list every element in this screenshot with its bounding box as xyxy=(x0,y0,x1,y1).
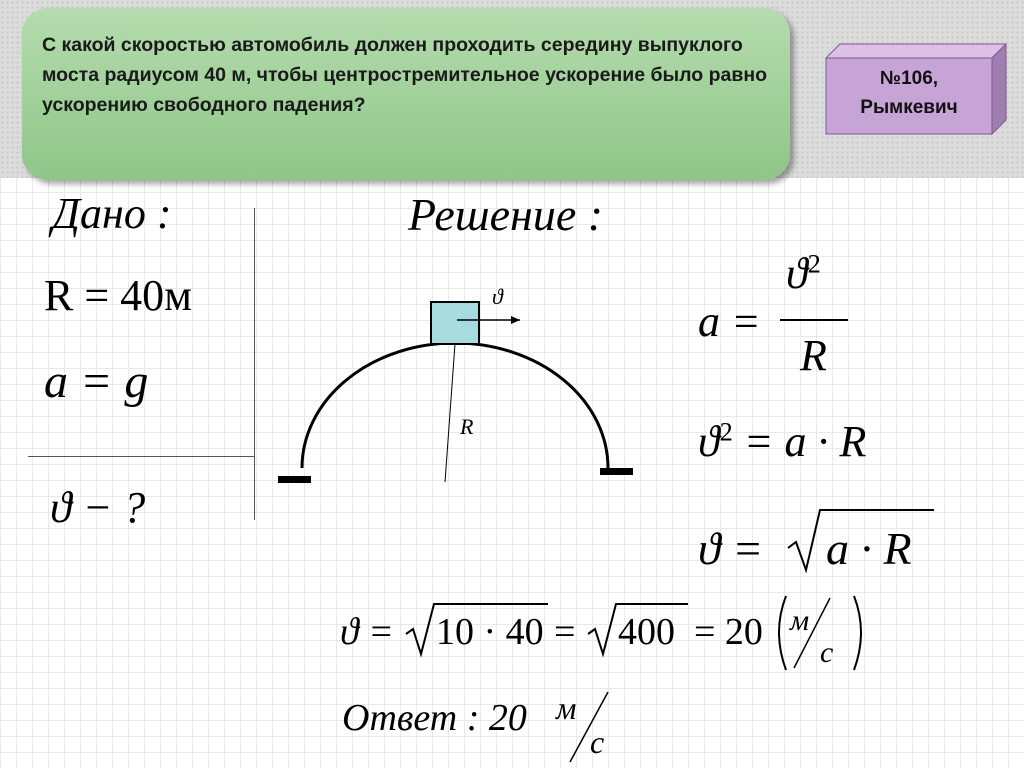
answer-unit-numerator: м xyxy=(556,690,577,726)
formula1-fraction-bar xyxy=(780,319,848,321)
formula1-lhs: a = xyxy=(698,297,761,346)
question-text: С какой скоростью автомобиль должен проходить середину выпуклого моста радиусом 40 м, чтобы центростремительное ускорение было равно ускорению свободного падения? xyxy=(42,34,768,116)
formula1-denominator: R xyxy=(800,331,827,380)
given-divider-horizontal xyxy=(28,456,254,457)
formula3-radicand: a · R xyxy=(826,523,912,574)
calc-unit-numerator: м xyxy=(790,604,810,637)
car-block xyxy=(431,302,479,344)
velocity-label: ϑ xyxy=(492,284,503,309)
formula3-lhs: ϑ = xyxy=(698,523,764,574)
find-velocity: ϑ − ? xyxy=(50,483,146,532)
calc-lhs: ϑ = xyxy=(340,611,394,653)
calc-radicand-1: 10 · 40 xyxy=(436,611,544,653)
bridge-arc xyxy=(302,343,608,468)
problem-author: Рымкевич xyxy=(860,97,958,118)
given-heading: Дано : xyxy=(52,189,172,238)
formula2: $ϑ^2 = a \cdot R$ xyxy=(698,416,867,466)
formula1-numerator: $ϑ^2$ xyxy=(786,248,821,298)
answer-unit-denominator: с xyxy=(590,724,605,760)
bridge-support-right xyxy=(600,468,633,475)
problem-number: №106, xyxy=(879,68,939,89)
velocity-arrowhead xyxy=(511,316,520,324)
solution-heading: Решение : xyxy=(408,189,604,240)
bridge-diagram xyxy=(270,270,650,520)
radius-label: R xyxy=(460,414,474,439)
bridge-support-left xyxy=(278,476,311,483)
radius-line xyxy=(445,344,455,482)
calc-unit-denominator: с xyxy=(820,636,834,669)
problem-reference xyxy=(826,64,992,122)
given-radius: R = 40м xyxy=(44,271,193,320)
given-acceleration: a = g xyxy=(44,355,149,408)
calc-radicand-2: 400 xyxy=(618,611,675,653)
given-divider-vertical xyxy=(254,208,255,520)
calc-equals-1: = xyxy=(554,611,576,653)
calc-equals-result: = 20 xyxy=(694,611,763,653)
answer-label: Ответ : 20 xyxy=(342,697,527,739)
